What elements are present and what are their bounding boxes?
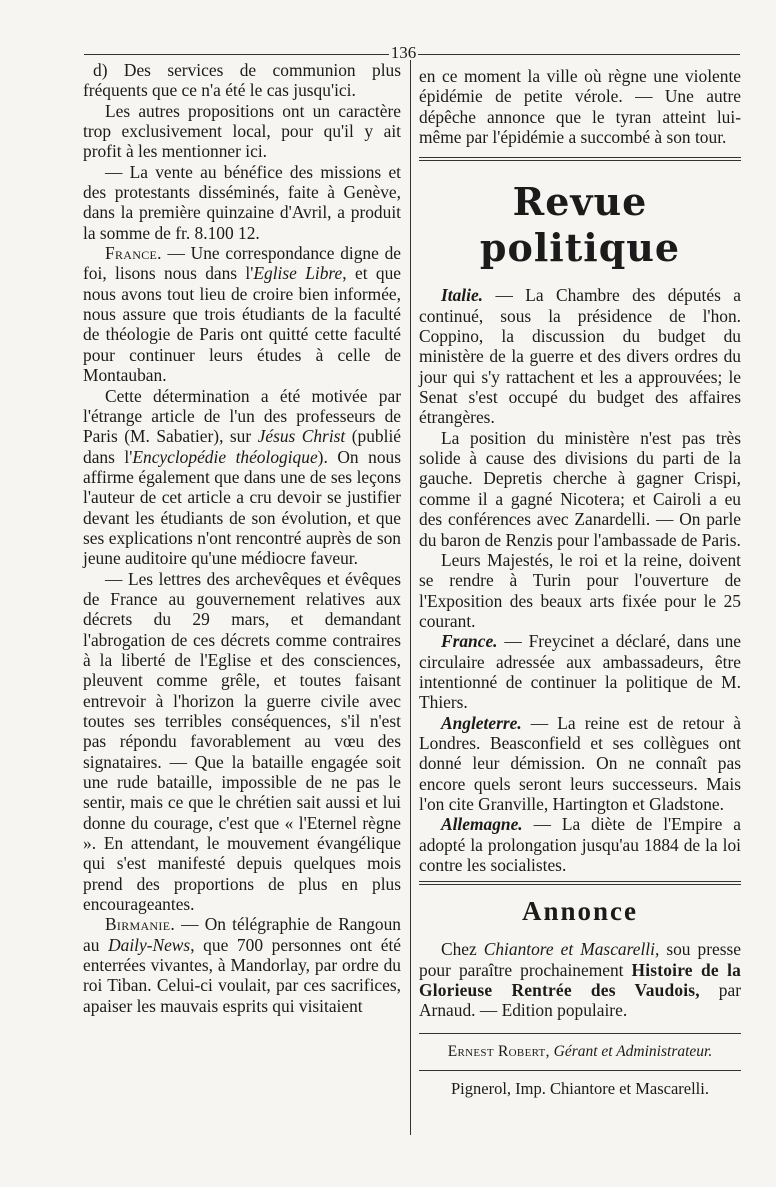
- section-title-revue-politique: Revue politique: [479, 179, 681, 271]
- title-encyclopedie: Encyclopédie théologique: [132, 446, 318, 467]
- book-title: Histoire de la Glorieuse Rentrée des Vaudois,: [419, 959, 741, 1001]
- title-jesus-christ: Jésus Christ: [257, 426, 346, 447]
- text-segment: , que 700 personnes ont été enterrées vivantes, à Mandorlay, par ordre du roi Tiban. Celui-ci voulait, par ces sacrifices, apaiser les mauvais esprits qui visitaient: [83, 934, 401, 1016]
- title-daily-news: Daily-News: [108, 934, 191, 955]
- text-segment: — La Chambre des députés a continué, sous la présidence de l'hon. Coppino, la discussion du budget du ministère de la guerre et des divers ordres du jour qui s'y rattachent et les a approuvées; le Senat s'est occupé du budget des affaires étrangères.: [419, 285, 741, 428]
- section-rule: [419, 157, 741, 161]
- text-segment: — Freycinet a déclaré, dans une circulaire adressée aux ambassadeurs, être intentionné de continuer la politique de M. Thiers.: [419, 631, 741, 713]
- imprint-line: Pignerol, Imp. Chiantore et Mascarelli.: [451, 1078, 709, 1098]
- text-segment: sou presse pour paraître prochainement: [419, 939, 741, 980]
- label-france-politique: France.: [441, 631, 498, 652]
- text-segment: par Arnaud. — Edition populaire.: [419, 980, 741, 1021]
- label-italie: Italie.: [441, 285, 484, 306]
- label-angleterre: Angleterre.: [441, 712, 522, 733]
- paragraph-birmanie-continued: en ce moment la ville où règne une violente épidémie de petite vérole. — Une autre dépêche annonce que le tyran atteint lui-même par l'épidémie a succombé à son tour.: [419, 66, 741, 148]
- section-title-annonce: Annonce: [521, 896, 638, 927]
- signature-role: Gérant et Administrateur.: [549, 1042, 713, 1060]
- text-segment: , et que nous avons tout lieu de croire bien informée, nous assure que trois étudiants de la faculté de théologie de Paris ont quitté cette faculté pour continuer leurs études à celle de Montauban.: [83, 263, 402, 386]
- left-column: [83, 60, 401, 1016]
- paragraph-sabatier: [83, 386, 401, 569]
- label-birmanie: Birmanie.: [105, 914, 175, 935]
- right-column: [419, 66, 741, 1099]
- paragraph-propositions: Les autres propositions ont un caractère trop exclusivement local, pour qu'il y ait profit à les mentionner ici.: [83, 100, 401, 162]
- title-eglise-libre: Eglise Libre: [253, 263, 343, 284]
- header-rule-left: [84, 54, 389, 55]
- page-number: 136: [390, 43, 417, 62]
- text-segment: — La diète de l'Empire a adopté la prolongation jusqu'au 1884 de la loi contre les socialistes.: [419, 814, 741, 875]
- text-segment: Chez: [441, 939, 484, 960]
- paragraph-birmanie: [83, 914, 401, 1016]
- paragraph-annonce: [419, 939, 741, 1020]
- label-france: France.: [105, 243, 162, 264]
- paragraph-communion: d) Des services de communion plus fréquents que ce n'a été le cas jusqu'ici.: [83, 60, 401, 101]
- text-segment: — On télégraphie de Rangoun au: [83, 914, 401, 955]
- paragraph-italie-ministere: La position du ministère n'est pas très solide à cause des divisions du parti de la gauche. Depretis cherche à gagner Crispi, comme il a gagné Nicotera; et Cairoli a eu des conférences avec Zanardelli. — On parle du baron de Renzis pour l'ambassade de Paris.: [419, 427, 741, 550]
- publisher-name: Chiantore et Mascarelli,: [483, 939, 660, 960]
- signature-line: [419, 1042, 741, 1062]
- signature-rule-bottom: [419, 1070, 741, 1071]
- text-segment: (publié dans l': [83, 426, 401, 467]
- paragraph-vente-geneve: — La vente au bénéfice des missions et des protestants disséminés, faite à Genève, dans la première quinzaine d'Avril, a produit la somme de fr. 8.100 12.: [83, 161, 401, 243]
- text-segment: Cette détermination a été motivée par l'étrange article de l'un des professeurs de Paris (M. Sabatier), sur: [83, 385, 401, 447]
- annonce-rule: [419, 881, 741, 885]
- header-rule-right: [418, 54, 740, 55]
- paragraph-france-faculte: [83, 243, 401, 385]
- paragraph-allemagne: [419, 814, 741, 875]
- paragraph-angleterre: [419, 713, 741, 815]
- paragraph-france-politique: [419, 631, 741, 712]
- paragraph-decrets: — Les lettres des archevêques et évêques de France au gouvernement relatives aux décrets du 29 mars, et demandant l'abrogation de ces décrets comme contraires à la liberté de l'Eglise et des consciences, pleuvent comme grêle, et toutes faisant entrevoir à l'horizon la guerre civile avec toutes ses terribles conséquences, s'il n'est pas répondu favorablement au vœu des signataires. — Que la bataille engagée soit une rude bataille, impossible de ne pas le sentir, mais ce que le chrétien sait aussi et lui donne du courage, c'est que « l'Eternel règne ». En attendant, le mouvement évangélique qui s'est manifesté depuis quelques mois prend des proportions de plus en plus encourageantes.: [83, 568, 401, 915]
- text-segment: ). On nous affirme également que dans une de ses leçons l'auteur de cet article a cru devoir se justifier devant les étudiants de son évolution, et que ses explications n'ont rencontré auprès de son jeune auditoire qu'une médiocre faveur.: [83, 446, 401, 569]
- label-allemagne: Allemagne.: [441, 814, 523, 835]
- text-segment: — La reine est de retour à Londres. Beasconfield et ses collègues ont donné leur démission. On ne connaît pas encore quels seront leurs successeurs. Mais l'on cite Granville, Hartington et Gladstone.: [419, 712, 741, 814]
- paragraph-italie-majestes: Leurs Majestés, le roi et la reine, doivent se rendre à Turin pour l'ouverture de l'Exposition des beaux arts fixée pour le 25 courant.: [419, 549, 741, 631]
- paragraph-italie: [419, 285, 741, 427]
- column-divider: [410, 60, 411, 1135]
- signature-name: Ernest Robert,: [447, 1042, 550, 1060]
- text-segment: — Une correspondance digne de foi, lisons nous dans l': [83, 243, 401, 284]
- signature-rule-top: [419, 1033, 741, 1034]
